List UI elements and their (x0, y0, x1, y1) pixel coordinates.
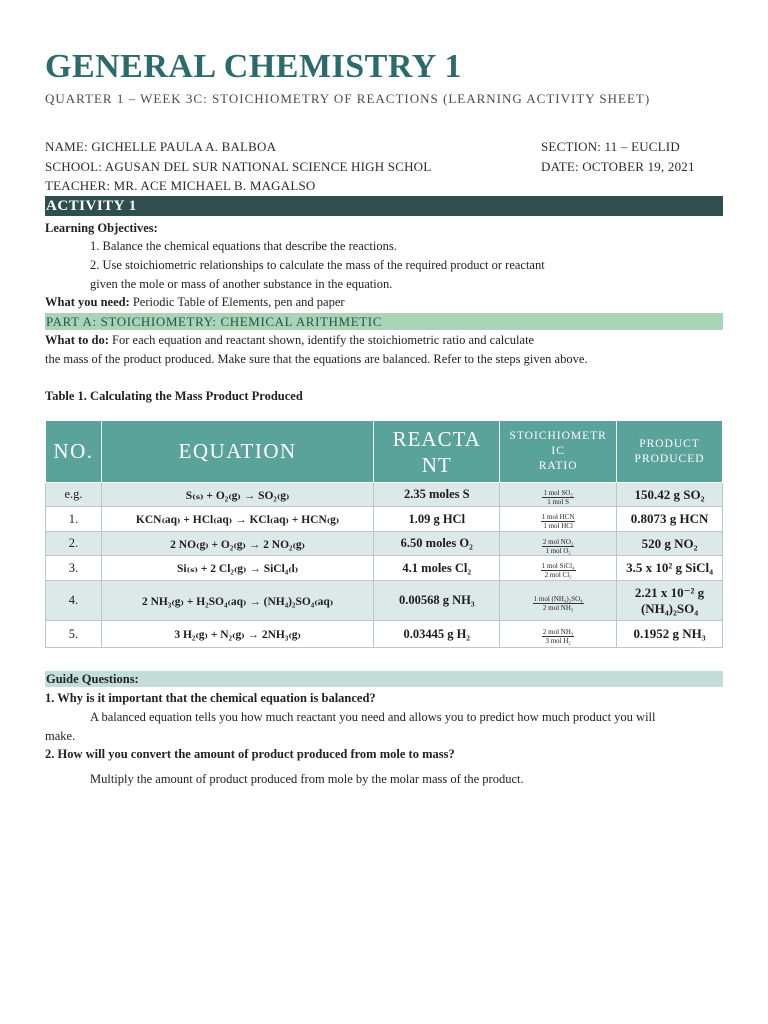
student-name: NAME: GICHELLE PAULA A. BALBOA (45, 139, 277, 154)
row-product: 0.1952 g NH₃ (617, 621, 723, 648)
need-label: What you need: (45, 295, 130, 309)
what-to-do (45, 333, 534, 348)
header-ratio: STOICHIOMETR IC RATIO (500, 421, 617, 483)
table-row (46, 532, 723, 556)
row-ratio: $\frac{\text{2 mol NO₂}}{\text{1 mol O₂}}$ (500, 532, 617, 556)
row-ratio: $\frac{\text{1 mol (NH₄)₂SO₄}}{\text{2 mol NH₃}}$ (500, 581, 617, 621)
row-no: 1. (46, 507, 102, 532)
row-product: 0.8073 g HCN (617, 507, 723, 532)
teacher-field: TEACHER: MR. ACE MICHAEL B. MAGALSO (45, 178, 316, 193)
document-subtitle: QUARTER 1 – WEEK 3C: STOICHIOMETRY OF REACTIONS (LEARNING ACTIVITY SHEET) (45, 91, 651, 106)
objective-2-cont: given the mole or mass of another substance in the equation. (90, 277, 393, 291)
guide-question-1: 1. Why is it important that the chemical equation is balanced? (45, 691, 376, 705)
objectives-label: Learning Objectives: (45, 221, 158, 235)
row-product: 520 g NO₂ (617, 532, 723, 556)
guide-questions-heading: Guide Questions: (45, 671, 723, 687)
part-a-heading: PART A: STOICHIOMETRY: CHEMICAL ARITHMETIC (45, 313, 723, 330)
header-equation: EQUATION (101, 421, 373, 483)
row-equation: 2 NH₃₍g₎ + H₂SO₄₍aq₎ → (NH₄)₂SO₄₍aq₎ (101, 581, 373, 621)
header-reactant: REACTA NT (374, 421, 500, 483)
section-field: SECTION: 11 – EUCLID (541, 139, 680, 154)
row-ratio: $\frac{\text{1 mol SiCl₄}}{\text{2 mol Cl₂}}$ (500, 556, 617, 581)
table-row (46, 581, 723, 621)
row-reactant: 4.1 moles Cl₂ (374, 556, 500, 581)
stoichiometry-table (45, 420, 723, 648)
row-reactant: 2.35 moles S (374, 483, 500, 507)
header-no: NO. (46, 421, 102, 483)
table-row (46, 483, 723, 507)
guide-answer-1: A balanced equation tells you how much reactant you need and allows you to predict how much product you will (90, 710, 656, 724)
row-ratio: $\frac{\text{1 mol SO₂}}{\text{1 mol S}}$ (500, 483, 617, 507)
guide-answer-2: Multiply the amount of product produced from mole by the molar mass of the product. (90, 772, 524, 786)
school-field: SCHOOL: AGUSAN DEL SUR NATIONAL SCIENCE HIGH SCHOL (45, 159, 432, 174)
objective-2: 2. Use stoichiometric relationships to calculate the mass of the required product or reactant (90, 258, 545, 272)
table-row (46, 556, 723, 581)
guide-answer-1-cont: make. (45, 729, 76, 743)
row-ratio: $\frac{\text{1 mol HCN}}{\text{1 mol HCl}}$ (500, 507, 617, 532)
row-reactant: 0.03445 g H₂ (374, 621, 500, 648)
row-no: 3. (46, 556, 102, 581)
row-reactant: 1.09 g HCl (374, 507, 500, 532)
row-equation: S₍ₛ₎ + O₂₍g₎ → SO₂₍g₎ (101, 483, 373, 507)
todo-label: What to do: (45, 333, 109, 347)
row-reactant: 6.50 moles O₂ (374, 532, 500, 556)
date-field: DATE: OCTOBER 19, 2021 (541, 159, 695, 174)
document-title: GENERAL CHEMISTRY 1 (45, 48, 463, 85)
guide-question-2: 2. How will you convert the amount of product produced from mole to mass? (45, 747, 455, 761)
row-product: 2.21 x 10⁻² g (NH₄)₂SO₄ (617, 581, 723, 621)
activity-heading: ACTIVITY 1 (45, 196, 723, 216)
row-equation: Si₍ₛ₎ + 2 Cl₂₍g₎ → SiCl₄₍l₎ (101, 556, 373, 581)
table-caption: Table 1. Calculating the Mass Product Produced (45, 389, 303, 403)
row-reactant: 0.00568 g NH₃ (374, 581, 500, 621)
todo-text: For each equation and reactant shown, identify the stoichiometric ratio and calculate (108, 333, 535, 347)
what-you-need (45, 295, 345, 310)
row-no: 5. (46, 621, 102, 648)
need-text: Periodic Table of Elements, pen and paper (129, 295, 345, 309)
row-equation: 2 NO₍g₎ + O₂₍g₎ → 2 NO₂₍g₎ (101, 532, 373, 556)
table-header-row (46, 421, 723, 483)
table-row (46, 621, 723, 648)
row-equation: KCN₍aq₎ + HCl₍aq₎ → KCl₍aq₎ + HCN₍g₎ (101, 507, 373, 532)
row-equation: 3 H₂₍g₎ + N₂₍g₎ → 2NH₃₍g₎ (101, 621, 373, 648)
table-row (46, 507, 723, 532)
objective-1: 1. Balance the chemical equations that describe the reactions. (90, 239, 397, 253)
todo-text-2: the mass of the product produced. Make sure that the equations are balanced. Refer to the steps given above. (45, 352, 588, 366)
row-no: e.g. (46, 483, 102, 507)
header-product: PRODUCT PRODUCED (617, 421, 723, 483)
row-product: 3.5 x 10² g SiCl₄ (617, 556, 723, 581)
row-product: 150.42 g SO₂ (617, 483, 723, 507)
row-ratio: $\frac{\text{2 mol NH₃}}{\text{3 mol H₂}}$ (500, 621, 617, 648)
row-no: 2. (46, 532, 102, 556)
row-no: 4. (46, 581, 102, 621)
